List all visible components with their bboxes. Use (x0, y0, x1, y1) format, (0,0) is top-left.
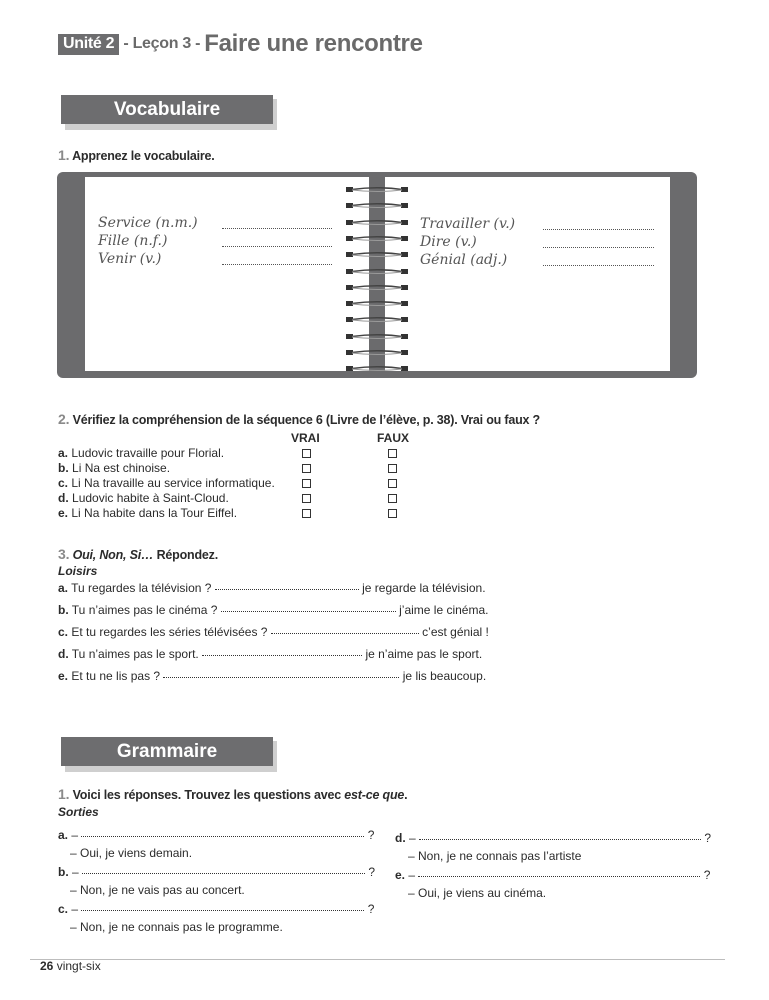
list-item: d. Tu n’aimes pas le sport. je n’aime pas le sport. (58, 647, 483, 661)
spiral-ring (346, 213, 408, 220)
vocab-q1-title (58, 147, 215, 163)
list-item: b. Li Na est chinoise. (58, 461, 171, 475)
question-line: a. – ? (58, 828, 375, 842)
question-number: 3. (58, 546, 70, 562)
page-header (58, 30, 423, 58)
page-number: 26 vingt-six (40, 959, 101, 973)
answer-line[interactable] (419, 839, 701, 840)
question-line: d. – ? (395, 831, 712, 845)
answer-line[interactable] (543, 229, 654, 230)
list-item: a. Tu regardes la télévision ? je regarde la télévision. (58, 581, 486, 595)
answer-line[interactable] (81, 910, 364, 911)
checkbox[interactable] (388, 494, 397, 503)
column-header-vrai: VRAI (291, 431, 320, 445)
vocab-word: Service (n.m.) (98, 215, 198, 231)
notebook-left-page (85, 177, 369, 371)
answer-line[interactable] (82, 873, 365, 874)
answer-line[interactable] (81, 836, 364, 837)
subtitle-sorties: Sorties (58, 805, 99, 819)
list-item: c. Et tu regardes les séries télévisées ? c’est génial ! (58, 625, 489, 639)
question-line: e. – ? (395, 868, 711, 882)
grammaire-banner (61, 737, 277, 768)
subtitle-loisirs: Loisirs (58, 564, 98, 578)
answer-line[interactable] (543, 265, 654, 266)
vocab-word: Dire (v.) (420, 234, 477, 250)
given-answer: – Non, je ne connais pas l’artiste (408, 849, 582, 863)
list-item: d. Ludovic habite à Saint-Cloud. (58, 491, 229, 505)
checkbox[interactable] (388, 479, 397, 488)
answer-line[interactable] (543, 247, 654, 248)
spiral-ring (346, 310, 408, 317)
vocab-word: Génial (adj.) (420, 252, 508, 268)
list-item: e. Li Na habite dans la Tour Eiffel. (58, 506, 238, 520)
question-line: c. – ? (58, 902, 375, 916)
checkbox[interactable] (388, 464, 397, 473)
checkbox[interactable] (388, 509, 397, 518)
question-text: Voici les réponses. Trouvez les questions avec (72, 788, 345, 802)
list-item: b. Tu n’aimes pas le cinéma ? j’aime le cinéma. (58, 603, 489, 617)
given-answer: – Oui, je viens au cinéma. (408, 886, 547, 900)
grammaire-banner-label: Grammaire (61, 737, 273, 766)
question-text-em: Oui, Non, Si… (72, 548, 154, 562)
spiral-ring (346, 278, 408, 285)
vocab-word: Travailler (v.) (420, 216, 516, 232)
question-line: b. – ? (58, 865, 376, 879)
lesson-label: - Leçon 3 - (119, 35, 205, 52)
question-text: Apprenez le vocabulaire. (72, 149, 215, 163)
answer-line[interactable] (222, 228, 332, 229)
question-text-em: est-ce que (344, 788, 405, 802)
vocab-q3-title (58, 546, 218, 562)
vocab-word: Fille (n.f.) (98, 233, 168, 249)
question-text: Vérifiez la compréhension de la séquence 6 (Livre de l’élève, p. 38). Vrai ou faux ? (72, 413, 540, 427)
given-answer: – Non, je ne vais pas au concert. (70, 883, 245, 897)
answer-line[interactable] (222, 264, 332, 265)
question-number: 1. (58, 786, 70, 802)
checkbox[interactable] (302, 494, 311, 503)
given-answer: – Oui, je viens demain. (70, 846, 193, 860)
vocabulaire-banner (61, 95, 277, 126)
spiral-ring (346, 262, 408, 269)
question-number: 1. (58, 147, 70, 163)
answer-line[interactable] (271, 633, 419, 634)
vocabulaire-banner-label: Vocabulaire (61, 95, 273, 124)
vocab-word: Venir (v.) (98, 251, 162, 267)
answer-line[interactable] (163, 677, 399, 678)
footer-divider (30, 959, 725, 960)
page-title: Faire une rencontre (204, 30, 423, 57)
vocab-q2-title (58, 411, 540, 427)
given-answer: – Non, je ne connais pas le programme. (70, 920, 283, 934)
checkbox[interactable] (302, 509, 311, 518)
spiral-ring (346, 327, 408, 334)
spiral-ring (346, 229, 408, 236)
question-text: Répondez. (153, 548, 218, 562)
spiral-ring (346, 245, 408, 252)
spiral-ring (346, 359, 408, 366)
list-item: a. Ludovic travaille pour Florial. (58, 446, 225, 460)
list-item: e. Et tu ne lis pas ? je lis beaucoup. (58, 669, 487, 683)
answer-line[interactable] (418, 876, 700, 877)
column-header-faux: FAUX (377, 431, 410, 445)
spiral-ring (346, 343, 408, 350)
question-text-end: . (404, 788, 408, 802)
checkbox[interactable] (388, 449, 397, 458)
notebook-right-page (385, 177, 670, 371)
grammar-q1-title (58, 786, 407, 802)
checkbox[interactable] (302, 464, 311, 473)
checkbox[interactable] (302, 479, 311, 488)
spiral-ring (346, 180, 408, 187)
answer-line[interactable] (222, 246, 332, 247)
answer-line[interactable] (215, 589, 359, 590)
list-item: c. Li Na travaille au service informatique. (58, 476, 275, 490)
spiral-ring (346, 196, 408, 203)
spiral-ring (346, 294, 408, 301)
unit-badge: Unité 2 (58, 34, 119, 55)
question-number: 2. (58, 411, 70, 427)
answer-line[interactable] (202, 655, 362, 656)
checkbox[interactable] (302, 449, 311, 458)
answer-line[interactable] (221, 611, 396, 612)
